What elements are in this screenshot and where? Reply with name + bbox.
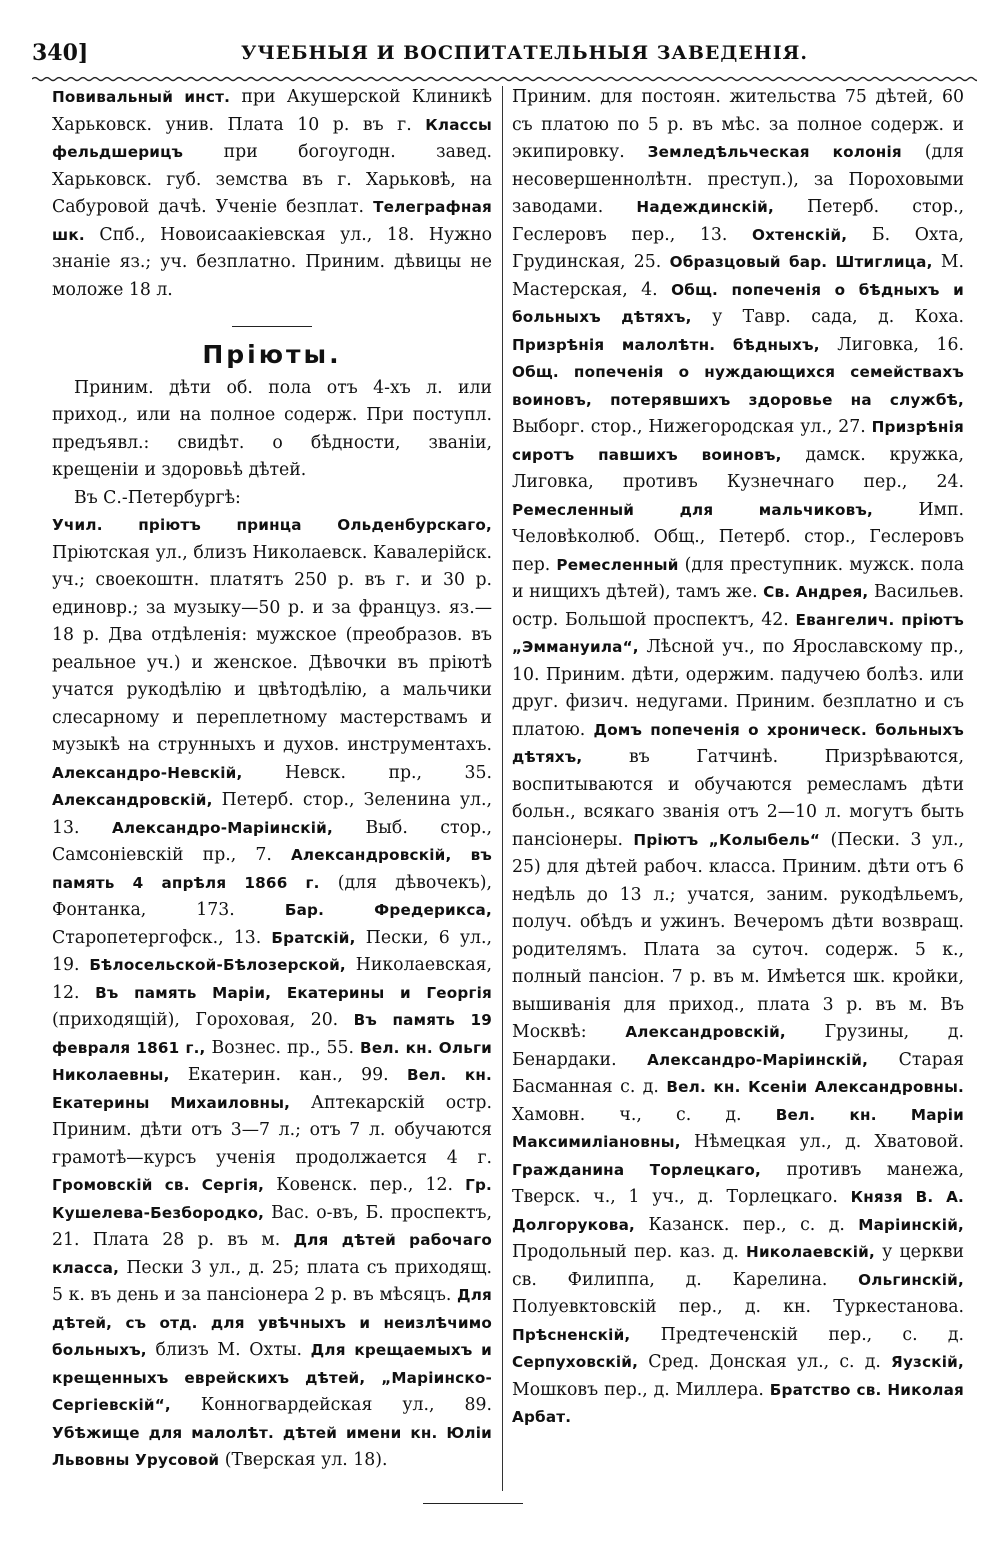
entry-name: Братство св. Николая Арбат. bbox=[512, 1380, 964, 1426]
entry-text: Въ С.-Петербургѣ: bbox=[74, 487, 241, 508]
entry-text: Старопетергофск., 13. bbox=[52, 927, 272, 948]
entry-name: Учил. пріютъ принца Ольденбурскаго, bbox=[52, 516, 492, 534]
entry-text: М. Мастерская, 4. bbox=[512, 252, 965, 300]
entry-name: Евангелич. пріютъ „Эммануила“, bbox=[512, 610, 964, 656]
entry-text: Николаевская, 12. bbox=[52, 955, 492, 1003]
entry-name: Александро-Маріинскій, bbox=[111, 818, 333, 837]
entry-name: Ремесленный для мальчиковъ, bbox=[512, 500, 873, 519]
section-title: Пріюты. bbox=[202, 340, 342, 369]
column-divider bbox=[502, 86, 503, 1491]
entry-name: Прѣсненскій, bbox=[512, 1325, 631, 1344]
entry-text: Продольный пер. каз. д. bbox=[512, 1242, 747, 1262]
entry-name: Маріинскій, bbox=[858, 1215, 964, 1234]
entry-name: Призрѣнія сиротъ павшихъ воиновъ, bbox=[512, 418, 964, 464]
entry-text: Екатерин. кан., 99. bbox=[169, 1065, 407, 1085]
entry-name: Ольгинскій, bbox=[858, 1270, 964, 1289]
entry-text: Васильев. остр. Большой проспектъ, 42. bbox=[512, 582, 964, 630]
entry-name: Вел. кн. Маріи Максимиліановны, bbox=[512, 1105, 964, 1151]
left-column bbox=[52, 84, 492, 1475]
entry-text: Аптекарскій остр. Приним. дѣти отъ 3—7 л.; отъ 7 л. обучаются грамотѣ—курсъ ученія продолжается 4 г. bbox=[52, 1092, 492, 1168]
entry-text: Невск. пр., 35. bbox=[242, 762, 492, 783]
paragraph-city-heading bbox=[52, 485, 492, 513]
entry-text: Приним. дѣти об. пола отъ 4-хъ л. или приход., или на полное содерж. При поступл. предъявл.: свидѣт. о бѣдности, званіи, крещеніи и здоровьѣ дѣтей. bbox=[52, 377, 492, 480]
entry-name: Николаевскій, bbox=[746, 1243, 875, 1261]
entry-text: у церкви св. Филиппа, д. Карелина. bbox=[512, 1242, 964, 1290]
entry-text: Конногвардейская ул., 89. bbox=[170, 1395, 492, 1415]
entry-name: Пріютъ „Колыбель“ bbox=[633, 830, 821, 849]
entry-name: Гражданина Торлецкаго, bbox=[512, 1160, 762, 1179]
entry-name: Классы фельдшерицъ bbox=[52, 115, 492, 161]
paragraph-admission bbox=[52, 375, 492, 485]
paragraph-petersburg-shelters bbox=[52, 512, 492, 1475]
entry-name: Александро-Маріинскій, bbox=[647, 1050, 869, 1069]
entry-name: Св. Андрея, bbox=[763, 583, 869, 601]
entry-name: Домъ попеченія о хроническ. больныхъ дѣтяхъ, bbox=[512, 720, 965, 766]
entry-name: Для крещаемыхъ и крещенныхъ еврейскихъ дѣтей, „Маріинско-Сергіевскій“, bbox=[52, 1341, 493, 1414]
entry-name: Земледѣльческая колонія bbox=[647, 143, 902, 161]
section-divider bbox=[232, 326, 312, 327]
entry-text: Сред. Донская ул., с. д. bbox=[638, 1352, 892, 1372]
entry-text: дамск. кружка, Лиговка, противъ Кузнечнаго пер., 24. bbox=[512, 444, 964, 492]
right-column bbox=[512, 84, 964, 1432]
entry-name: Громовскій св. Сергія, bbox=[52, 1176, 265, 1194]
entry-name: Общ. попеченія о нуждающихся семействахъ воиновъ, потерявшихъ здоровье на службѣ, bbox=[512, 363, 964, 409]
entry-name: Яузскій, bbox=[891, 1353, 964, 1371]
entry-text: Нѣмецкая ул., д. Хватовой. bbox=[680, 1132, 964, 1152]
entry-text: (для преступник. мужск. пола и нищихъ дѣтей), тамъ же. bbox=[512, 554, 965, 602]
entry-name: Для дѣтей рабочаго класса, bbox=[52, 1231, 492, 1277]
entry-text: Вознес. пр., 55. bbox=[205, 1037, 361, 1058]
entry-name: Александровскій, bbox=[625, 1023, 786, 1041]
entry-name: Надеждинскій, bbox=[636, 198, 774, 216]
entry-text: (для дѣвочекъ), Фонтанка, 173. bbox=[52, 872, 492, 920]
page-header bbox=[32, 40, 977, 74]
entry-text: Грузины, д. Бенардаки. bbox=[512, 1022, 964, 1070]
entry-name: Ремесленный bbox=[556, 555, 679, 574]
entry-name: Вел. кн. Екатерины Михаиловны, bbox=[52, 1066, 492, 1112]
entry-name: Повивальный инст. bbox=[52, 88, 231, 106]
entry-text: Спб., Новоисаакіевская ул., 18. Нужно знаніе яз.; уч. безплатно. Приним. дѣвицы не моложе 18 л. bbox=[52, 224, 492, 300]
entry-name: Князя В. А. Долгорукова, bbox=[512, 1188, 964, 1234]
entry-text: Пески 3 ул., д. 25; плата съ приходящ. 5 к. въ день и за пансіонера 2 р. въ мѣсяцъ. bbox=[52, 1257, 492, 1305]
entry-name: Братскій, bbox=[271, 928, 356, 947]
entry-name: Общ. попеченія о бѣдныхъ и больныхъ дѣтяхъ, bbox=[512, 280, 964, 326]
entry-text: (Пески. 3 ул., 25) для дѣтей рабоч. класса. Приним. дѣти отъ 6 недѣль до 13 л.; учатся, заним. рукодѣльемъ, получ. обѣдъ и ужинъ. Вечеромъ дѣти возвращ. родителямъ. Плата за суточ. содерж. 5 к., полный пансіон. 7 р. въ м. Имѣется шк. кройки, вышиванія для приход., плата 3 р. въ м. Въ Москвѣ: bbox=[512, 829, 965, 1042]
entry-text: Петерб. стор., Зеленина ул., 13. bbox=[52, 790, 492, 838]
entry-text: Пески, 6 ул., 19. bbox=[52, 927, 492, 975]
entry-text: Лиговка, 16. bbox=[819, 334, 964, 355]
entry-text: у Тавр. сада, д. Коха. bbox=[691, 307, 964, 327]
entry-name: Вел. кн. Ксеніи Александровны. bbox=[666, 1078, 964, 1096]
entry-text: (приходящій), Гороховая, 20. bbox=[52, 1010, 354, 1030]
entry-name: Образцовый бар. Штиглица, bbox=[669, 253, 933, 271]
entry-text: Полуевктовскій пер., д. кн. Туркестанова. bbox=[512, 1297, 964, 1317]
entry-text: Вас. о-въ, Б. проспектъ, 21. Плата 28 р. въ м. bbox=[52, 1202, 492, 1250]
entry-text: Лѣсной уч., по Ярославскому пр., 10. Приним. дѣти, одержим. падучею болѣз. или друг. физич. недугами. Приним. безплатно и съ платою. bbox=[512, 637, 964, 740]
wavy-header-rule bbox=[32, 74, 977, 84]
entry-name: Убѣжище для малолѣт. дѣтей имени кн. Юліи Львовны Урусовой bbox=[52, 1423, 492, 1469]
entry-text: при Акушерской Клиникѣ Харьковск. унив. Плата 10 р. въ г. bbox=[52, 87, 492, 135]
running-title: УЧЕБНЫЯ И ВОСПИТАТЕЛЬНЫЯ ЗАВЕДЕНІЯ. bbox=[241, 42, 808, 64]
entry-text: Б. Охта, Грудинская, 25. bbox=[512, 224, 965, 272]
entry-text: Приним. для постоян. жительства 75 дѣтей, 60 съ платою по 5 р. въ мѣс. за полное содерж. и экипировку. bbox=[512, 87, 964, 162]
entry-text: (Тверская ул. 18). bbox=[219, 1450, 388, 1470]
entry-text: Ковенск. пер., 12. bbox=[264, 1175, 466, 1195]
entry-text: противъ манежа, Тверск. ч., 1 уч., д. Торлецкаго. bbox=[512, 1159, 964, 1207]
entry-name: Александро-Невскій, bbox=[52, 763, 243, 782]
paragraph-shelters-continued bbox=[512, 84, 964, 1432]
entry-text: Казанск. пер., с. д. bbox=[635, 1214, 859, 1235]
entry-text: (для несовершеннолѣтн. преступ.), за Пороховыми заводами. bbox=[512, 142, 964, 217]
entry-name: Для дѣтей, съ отд. для увѣчныхъ и неизлѣчимо больныхъ, bbox=[52, 1286, 492, 1359]
entry-text: Имп. Человѣколюб. Общ., Петерб. стор., Геслеровъ пер. bbox=[512, 499, 964, 575]
entry-text: Старая Басманная с. д. bbox=[512, 1049, 964, 1097]
entry-name: Александровскій, въ память 4 апрѣля 1866 г. bbox=[52, 846, 492, 892]
page-end-rule bbox=[423, 1503, 523, 1504]
entry-name: Александровскій, bbox=[52, 791, 213, 809]
entry-text: Хамовн. ч., с. д. bbox=[512, 1104, 776, 1125]
entry-name: Бѣлосельской-Бѣлозерской, bbox=[89, 956, 346, 974]
entry-name: Серпуховскій, bbox=[512, 1353, 639, 1371]
entry-text: Выб. стор., Самсоніевскій пр., 7. bbox=[52, 817, 492, 865]
entry-text: Мошковъ пер., д. Миллера. bbox=[512, 1379, 770, 1400]
entry-name: Въ память 19 февраля 1861 г., bbox=[52, 1011, 492, 1057]
entry-text: при богоугодн. завед. Харьковск. губ. земства въ г. Харьковѣ, на Сабуровой дачѣ. Ученіе безплат. bbox=[52, 142, 492, 217]
entry-text: Петерб. стор., Геслеровъ пер., 13. bbox=[512, 197, 964, 245]
page-number: 340] bbox=[32, 40, 89, 66]
entry-name: Въ память Маріи, Екатерины и Георгія bbox=[95, 983, 492, 1002]
entry-name: Охтенскій, bbox=[752, 225, 848, 244]
entry-name: Бар. Фредерикса, bbox=[284, 901, 492, 919]
entry-text: Выборг. стор., Нижегородская ул., 27. bbox=[512, 417, 872, 437]
entry-name: Телеграфная шк. bbox=[52, 198, 492, 244]
entry-text: Пріютская ул., близъ Николаевск. Кавалерійск. уч.; своекоштн. платятъ 250 р. въ г. и 30 р. единовр.; за музыку—50 р. и за француз. яз.—18 р. Два отдѣленія: мужское (преобразов. въ реальное уч.) и женское. Дѣвочки въ пріютѣ учатся рукодѣлію и цвѣтодѣлію, а мальчики слесарному и переплетному мастерствамъ и музыкѣ на струнныхъ и духов. инструментахъ. bbox=[52, 542, 492, 755]
entry-name: Вел. кн. Ольги Николаевны, bbox=[52, 1038, 492, 1084]
entry-name: Гр. Кушелева-Безбородко, bbox=[52, 1176, 492, 1222]
entry-text: близъ М. Охты. bbox=[146, 1340, 311, 1360]
entry-text: въ Гатчинѣ. Призрѣваются, воспитываются и обучаются ремесламъ дѣти больн., всякаго званія отъ 2—10 л. могутъ быть пансіонеры. bbox=[512, 747, 964, 850]
entry-name: Призрѣнія малолѣтн. бѣдныхъ, bbox=[512, 335, 820, 354]
paragraph-midwifery bbox=[52, 84, 492, 304]
entry-text: Предтеченскій пер., с. д. bbox=[630, 1324, 964, 1345]
